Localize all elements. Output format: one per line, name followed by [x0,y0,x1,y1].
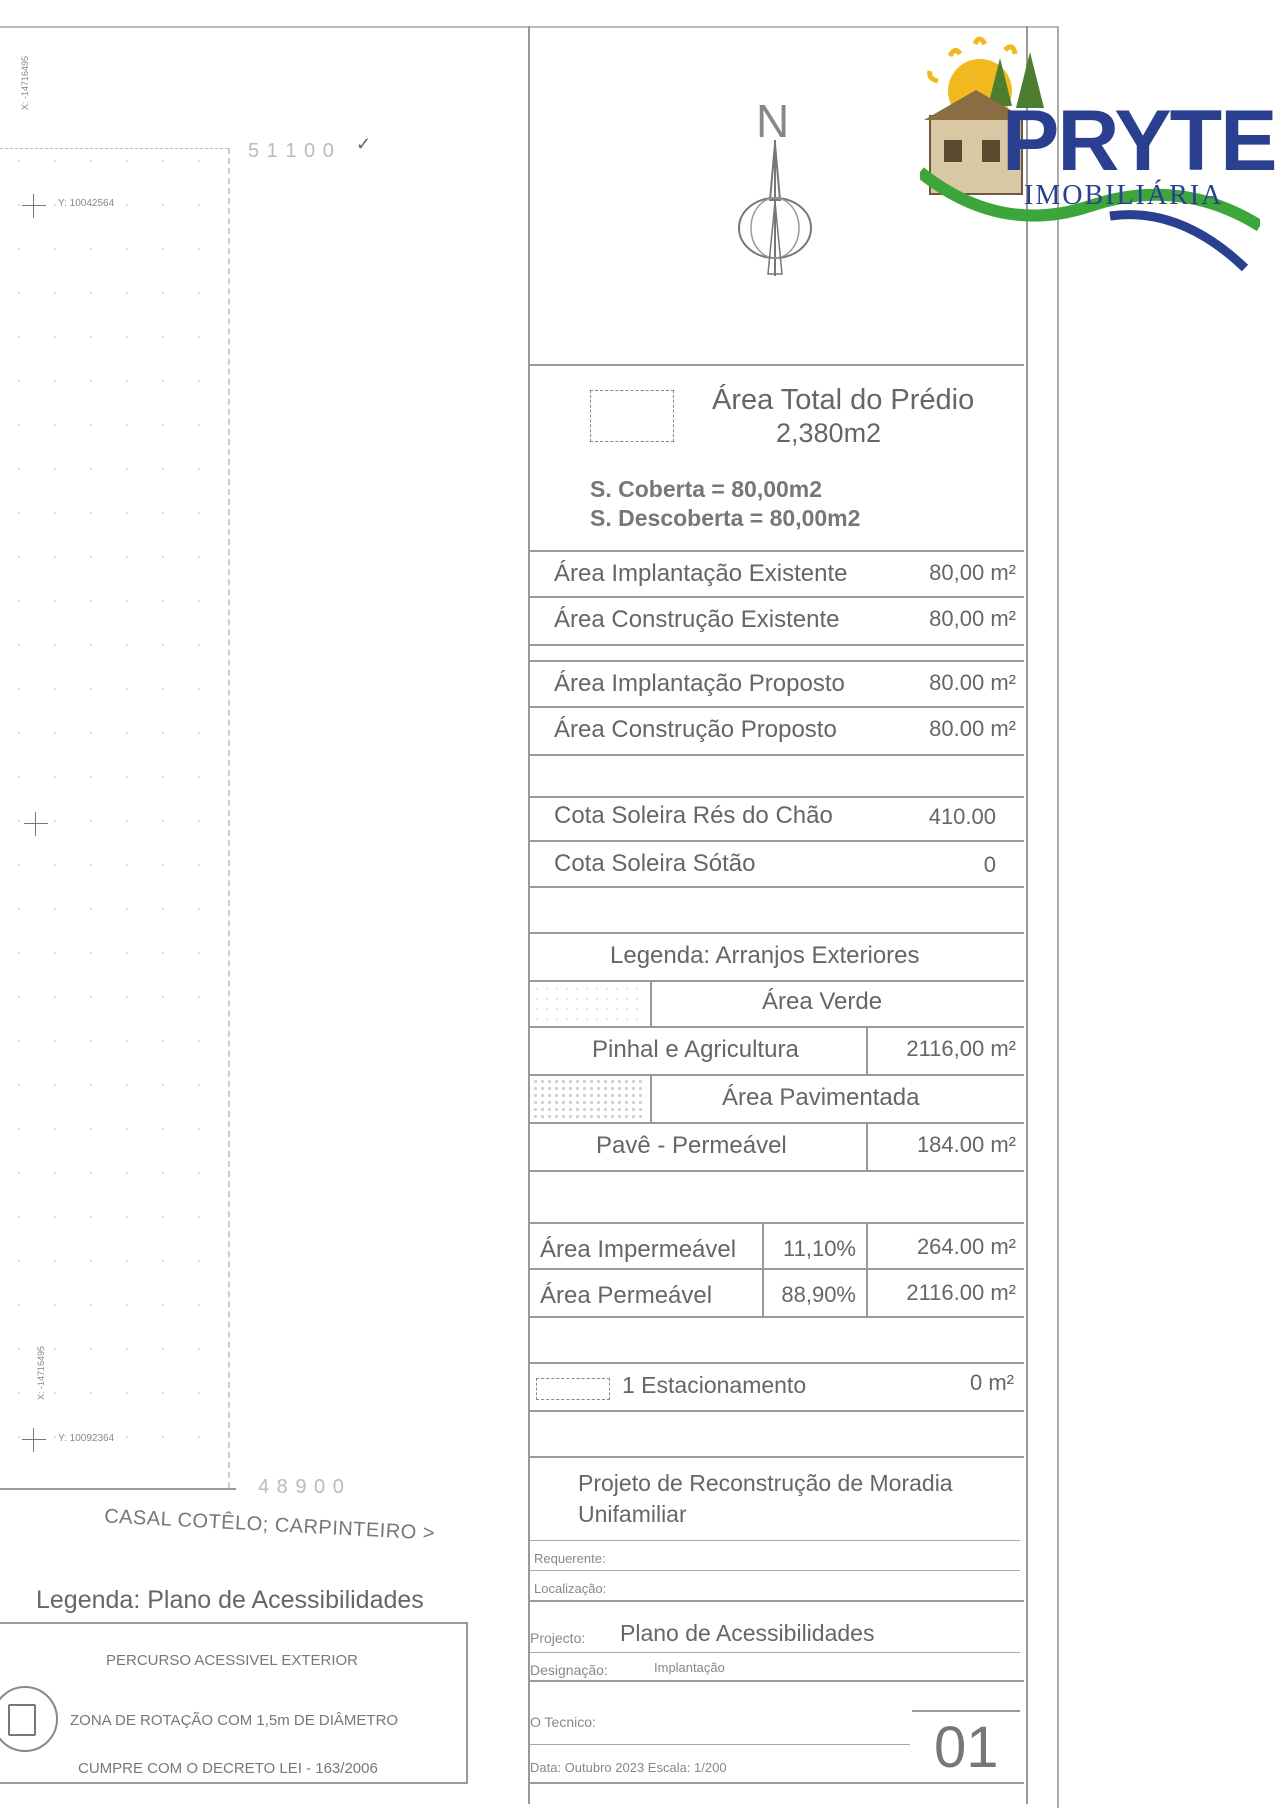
perm-pct-0: 11,10% [783,1236,856,1261]
hatch-dot [126,820,128,822]
hatch-dot [126,1304,128,1306]
hatch-dot [54,380,56,382]
hatch-dot [126,908,128,910]
hatch-dot [162,424,164,426]
hatch-dot [162,996,164,998]
covered-area: S. Coberta = 80,00m2 [590,476,823,502]
area-rule-5 [528,706,1024,708]
arranjos-rule-1 [528,932,1024,934]
hatch-dot [90,424,92,426]
hatch-dot [18,1128,20,1130]
building-symbol [590,390,674,442]
plot-boundary-top [0,148,228,149]
north-label: N [756,95,790,147]
hatch-dot [162,820,164,822]
hatch-dot [90,688,92,690]
hatch-dot [90,1348,92,1350]
hatch-dot [90,908,92,910]
hatch-dot [162,776,164,778]
hatch-dot [54,864,56,866]
hatch-dot [126,292,128,294]
hatch-dot [162,864,164,866]
hatch-dot [198,1040,200,1042]
hatch-dot [126,336,128,338]
hatch-dot [162,204,164,206]
hatch-dot [162,248,164,250]
hatch-dot [162,1216,164,1218]
project-title-text: Projeto de Reconstrução de Moradia Unifamiliar [578,1470,953,1527]
parking-label: 1 Estacionamento [622,1372,807,1398]
hatch-dot [90,820,92,822]
hatch-dot [198,1128,200,1130]
hatch-dot [90,336,92,338]
hatch-dot [126,996,128,998]
hatch-dot [54,512,56,514]
logo-brand: PRYTE [1002,93,1276,189]
hatch-dot [198,204,200,206]
hatch-dot [198,292,200,294]
hatch-dot [162,1304,164,1306]
hatch-dot [198,644,200,646]
hatch-dot [18,380,20,382]
hatch-dot [126,1128,128,1130]
perm-value-0: 264.00 m² [916,1234,1016,1259]
cota-label-0: Cota Soleira Rés do Chão [554,802,833,829]
hatch-dot [90,160,92,162]
plot-boundary-bottom [0,1488,236,1490]
designacao-value: Implantação [654,1660,725,1675]
hatch-dot [54,248,56,250]
projecto-label: Projecto: [530,1630,586,1646]
hatch-dot [54,776,56,778]
hatch-dot [198,336,200,338]
title-block-panel [528,26,1028,1804]
hatch-dot [198,1304,200,1306]
arranjos-rule-3 [528,1026,1024,1028]
hatch-dot [126,512,128,514]
hatch-dot [198,424,200,426]
hatch-dot [90,1304,92,1306]
verde-value: 2116,00 m² [906,1036,1016,1061]
perm-rule-1 [528,1222,1024,1224]
parking-value: 0 m² [970,1370,1014,1395]
hatch-dot [126,776,128,778]
hatch-dot [90,292,92,294]
hatch-dot [54,820,56,822]
perm-pct-divider [762,1222,764,1316]
hatch-dot [18,644,20,646]
area-value-1: 80,00 m² [929,606,1016,631]
hatch-dot [18,776,20,778]
hatch-dot [198,864,200,866]
hatch-dot [90,248,92,250]
hatch-dot [54,1216,56,1218]
elevation-top: 5 1 1 0 0 [248,140,335,162]
hatch-dot [54,204,56,206]
projecto-value: Plano de Acessibilidades [620,1620,875,1646]
hatch-dot [18,1084,20,1086]
hatch-dot [90,600,92,602]
cota-rule-2 [528,840,1024,842]
hatch-dot [54,644,56,646]
hatch-dot [18,1260,20,1262]
sheet-number-rule [912,1710,1020,1712]
hatch-dot [126,952,128,954]
hatch-dot [54,1392,56,1394]
hatch-dot [198,996,200,998]
hatch-dot [18,204,20,206]
hatch-dot [18,556,20,558]
hatch-dot [126,1216,128,1218]
hatch-dot [126,1040,128,1042]
hatch-dot [18,1436,20,1438]
hatch-dot [198,248,200,250]
hatch-dot [54,160,56,162]
check-mark: ✓ [356,134,372,154]
hatch-dot [162,600,164,602]
hatch-dot [198,688,200,690]
coord-y-bottom: Y: 10092364 [58,1433,115,1444]
area-rule-1 [528,550,1024,552]
hatch-dot [18,160,20,162]
date-scale-line: Data: Outubro 2023 Escala: 1/200 [530,1760,727,1775]
hatch-dot [198,600,200,602]
north-arrow-icon [730,140,820,280]
hatch-dot [18,600,20,602]
logo-subtitle: IMOBILIÁRIA [1024,180,1224,211]
hatch-dot [18,512,20,514]
hatch-dot [162,688,164,690]
parking-rule-1 [528,1362,1024,1364]
coord-y-top: Y: 10042564 [58,198,115,209]
hatch-dot [90,556,92,558]
arranjos-rule-2 [528,980,1024,982]
pav-value: 184.00 m² [916,1132,1016,1157]
accessibility-line-2: ZONA DE ROTAÇÃO COM 1,5m DE DIÂMETRO [70,1712,399,1729]
hatch-dot [54,336,56,338]
hatch-dot [18,424,20,426]
coord-x-top: X: -14716495 [20,55,30,110]
hatch-dot [90,644,92,646]
area-rule-2 [528,596,1024,598]
green-area-swatch [532,984,646,1024]
hatch-dot [126,1436,128,1438]
hatch-dot [162,380,164,382]
area-value-2: 80.00 m² [929,670,1016,695]
hatch-dot [90,732,92,734]
hatch-dot [198,1216,200,1218]
hatch-dot [54,1172,56,1174]
total-area-value: 2,380m2 [776,418,882,448]
coord-x-bottom: X: -14716495 [36,1345,46,1400]
perm-value-1: 2116.00 m² [906,1280,1016,1305]
hatch-dot [162,1392,164,1394]
hatch-dot [198,1348,200,1350]
hatch-dot [54,556,56,558]
hatch-dot [90,864,92,866]
hatch-dot [18,1348,20,1350]
hatch-dot [18,688,20,690]
perm-label-0: Área Impermeável [540,1236,737,1263]
road-label: CASAL COTÊLO; CARPINTEIRO > [103,1505,436,1545]
hatch-dot [54,952,56,954]
hatch-dot [126,732,128,734]
perm-rule-2 [528,1268,1024,1270]
verde-divider [650,980,652,1026]
hatch-dot [18,468,20,470]
uncovered-area: S. Descoberta = 80,00m2 [590,505,861,531]
hatch-dot [126,424,128,426]
hatch-dot [54,1084,56,1086]
hatch-dot [18,908,20,910]
hatch-dot [90,1172,92,1174]
loc-rule [530,1570,1020,1571]
hatch-dot [198,732,200,734]
hatch-dot [162,292,164,294]
hatch-dot [90,1392,92,1394]
hatch-dot [90,1128,92,1130]
hatch-dot [126,864,128,866]
area-label-2: Área Implantação Proposto [554,670,845,697]
hatch-dot [198,1084,200,1086]
hatch-dot [90,1040,92,1042]
hatch-dot [18,996,20,998]
tecnico-label: O Tecnico: [530,1714,596,1730]
bottom-rule [528,1782,1024,1784]
accessibility-line-3: CUMPRE COM O DECRETO LEI - 163/2006 [78,1760,378,1777]
hatch-dot [198,776,200,778]
arranjos-rule-6 [528,1170,1024,1172]
hatch-dot [126,1260,128,1262]
cota-rule-1 [528,796,1024,798]
hatch-dot [126,248,128,250]
perm-label-1: Área Permeável [540,1282,713,1309]
hatch-dot [162,644,164,646]
coord-cross-bottom [22,1428,46,1452]
parking-rule-2 [528,1410,1024,1412]
designacao-label: Designação: [530,1662,608,1678]
hatch-dot [90,380,92,382]
hatch-dot [126,204,128,206]
hatch-dot [198,820,200,822]
tec-rule [528,1680,1024,1682]
hatch-dot [54,292,56,294]
hatch-dot [18,1040,20,1042]
hatch-dot [54,1304,56,1306]
verde-value-divider [866,1026,868,1074]
hatch-dot [54,732,56,734]
hatch-dot [162,1260,164,1262]
hatch-dot [126,1172,128,1174]
hatch-dot [162,160,164,162]
hatch-dot [198,1260,200,1262]
hatch-dot [90,996,92,998]
hatch-dot [162,512,164,514]
pav-title: Área Pavimentada [722,1084,920,1111]
hatch-dot [198,1172,200,1174]
hatch-dot [54,424,56,426]
pav-item: Pavê - Permeável [596,1132,787,1159]
hatch-dot [162,1172,164,1174]
hatch-dot [90,1216,92,1218]
arranjos-title: Legenda: Arranjos Exteriores [610,942,920,969]
hatch-dot [18,248,20,250]
hatch-dot [162,556,164,558]
area-rule-6 [528,754,1024,756]
plot-boundary-right [228,148,230,1488]
hatch-dot [126,688,128,690]
hatch-dot [162,908,164,910]
req-rule [530,1540,1020,1541]
total-area-title: Área Total do Prédio [712,384,975,416]
hatch-dot [54,908,56,910]
hatch-dot [90,468,92,470]
coord-cross-middle [24,812,48,836]
area-label-3: Área Construção Proposto [554,716,837,743]
hatch-dot [162,1128,164,1130]
hatch-dot [90,952,92,954]
hatch-dot [126,1084,128,1086]
hatch-dot [198,160,200,162]
hatch-dot [54,1260,56,1262]
hatch-dot [18,732,20,734]
hatch-dot [90,1260,92,1262]
hatch-dot [198,380,200,382]
hatch-dot [126,380,128,382]
arranjos-rule-4 [528,1074,1024,1076]
hatch-dot [126,556,128,558]
hatch-dot [18,336,20,338]
cota-value-1: 0 [983,852,996,877]
hatch-dot [198,512,200,514]
hatch-dot [126,1348,128,1350]
hatch-dot [90,512,92,514]
proj-rule [528,1600,1024,1602]
area-label-0: Área Implantação Existente [554,560,848,587]
hatch-dot [198,1392,200,1394]
cota-rule-3 [528,886,1024,888]
pav-value-divider [866,1122,868,1170]
area-rule-4 [528,660,1024,662]
hatch-dot [18,1172,20,1174]
coord-cross-top [22,194,46,218]
area-rule-3 [528,644,1024,646]
desig-rule [530,1652,1020,1653]
hatch-dot [162,952,164,954]
hatch-dot [162,336,164,338]
hatch-dot [198,908,200,910]
hatch-dot [162,1040,164,1042]
hatch-dot [54,1128,56,1130]
hatch-dot [90,776,92,778]
hatch-dot [126,468,128,470]
area-value-0: 80,00 m² [929,560,1016,585]
hatch-dot [54,1348,56,1350]
hatch-dot [162,468,164,470]
elevation-bottom: 4 8 9 0 0 [258,1476,345,1498]
hatch-dot [18,1216,20,1218]
requerente-label: Requerente: [534,1551,606,1566]
perm-rule-3 [528,1316,1024,1318]
hatch-dot [162,1084,164,1086]
arranjos-rule-5 [528,1122,1024,1124]
area-label-1: Área Construção Existente [554,606,840,633]
hatch-dot [162,1436,164,1438]
hatch-dot [54,468,56,470]
hatch-dot [54,1436,56,1438]
verde-title: Área Verde [762,988,883,1015]
hatch-dot [54,600,56,602]
hatch-dot [162,1348,164,1350]
hatch-dot [198,556,200,558]
paved-area-swatch [532,1078,646,1120]
hatch-dot [126,600,128,602]
hatch-dot [54,688,56,690]
cota-value-0: 410.00 [928,804,996,829]
pryte-logo [920,36,1276,276]
pav-divider [650,1074,652,1122]
hatch-dot [90,1084,92,1086]
accessibility-line-1: PERCURSO ACESSIVEL EXTERIOR [106,1652,359,1669]
hatch-dot [18,1392,20,1394]
perm-value-divider [866,1222,868,1316]
hatch-dot [18,1304,20,1306]
verde-item: Pinhal e Agricultura [592,1036,799,1063]
area-value-3: 80.00 m² [929,716,1016,741]
perm-pct-1: 88,90% [781,1282,856,1307]
hatch-dot [18,820,20,822]
parking-symbol [536,1378,610,1400]
parking-rule-3 [528,1456,1024,1458]
hatch-dot [18,952,20,954]
sheet-number: 01 [934,1715,999,1780]
hatch-dot [126,160,128,162]
project-title [578,1468,1018,1530]
hatch-dot [198,952,200,954]
hatch-dot [126,1392,128,1394]
hatch-dot [126,644,128,646]
hatch-dot [198,468,200,470]
date-rule [530,1744,910,1745]
hatch-dot [162,732,164,734]
hatch-dot [18,864,20,866]
hatch-dot [54,996,56,998]
hatch-dot [18,292,20,294]
hatch-dot [54,1040,56,1042]
hatch-dot [198,1436,200,1438]
accessibility-legend-title: Legenda: Plano de Acessibilidades [36,1586,424,1614]
cota-label-1: Cota Soleira Sótão [554,850,756,877]
localizacao-label: Localização: [534,1581,607,1596]
